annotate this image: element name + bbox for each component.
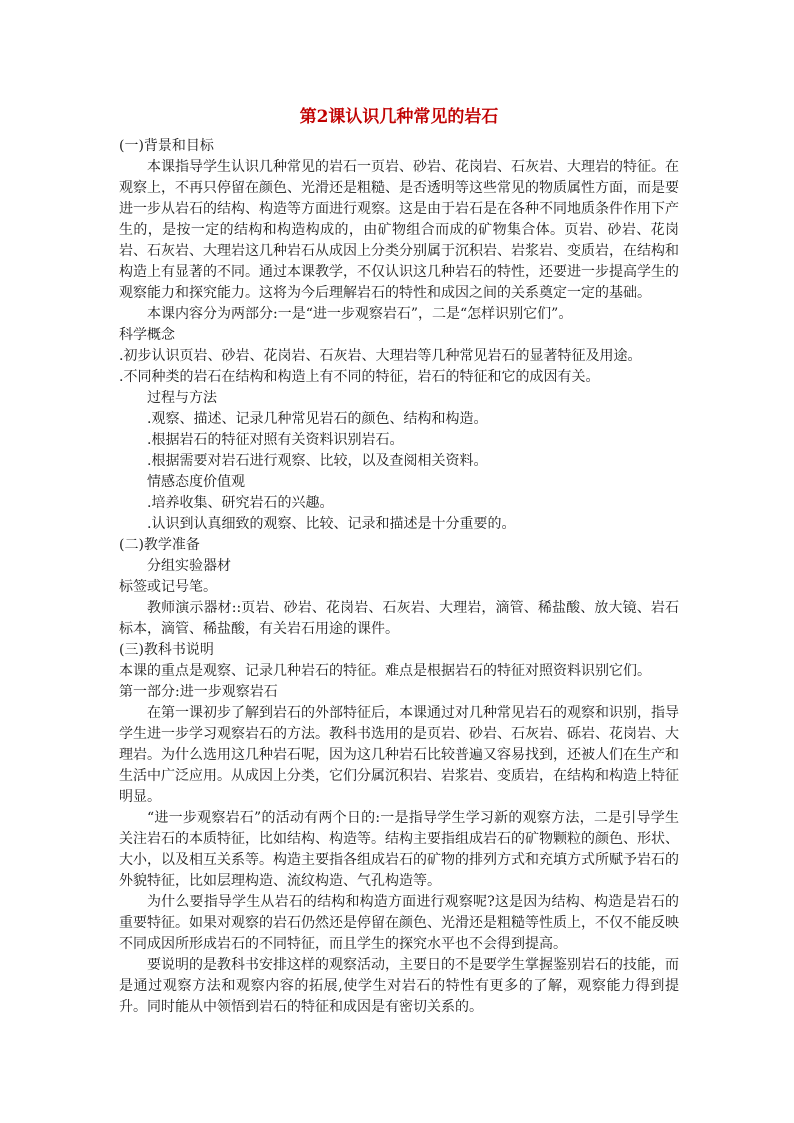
document-title: 第2课认识几种常见的岩石 [299, 107, 499, 127]
paragraph: 为什么要指导学生从岩石的结构和构造方面进行观察呢?这是因为结构、构造是岩石的重要特征。如果对观察的岩石仍然还是停留在颜色、光滑还是粗糙等性质上，不仅不能反映不同成因所形成岩石的不同特征，而且学生的探究水平也不会得到提高。 [119, 894, 679, 952]
paragraph: 本课指导学生认识几种常见的岩石一页岩、砂岩、花岗岩、石灰岩、大理岩的特征。在观察上，不再只停留在颜色、光滑还是粗糙、是否透明等这些常见的物质属性方面，而是要进一步从岩石的结构、构造等方面进行观察。这是由于岩石是在各种不同地质条件作用下产生的，是按一定的结构和构造构成的，由矿物组合而成的矿物集合体。页岩、砂岩、花岗岩、石灰岩、大理岩这几种岩石从成因上分类分别属于沉积岩、岩浆岩、变质岩，在结构和构造上有显著的不同。通过本课教学，不仅认识这几种岩石的特性，还要进一步提高学生的观察能力和探究能力。这将为今后理解岩石的特性和成因之间的关系奠定一定的基础。 [119, 159, 679, 301]
section-heading: (三)教科书说明 [119, 642, 214, 658]
section-heading: (一)背景和目标 [119, 138, 214, 154]
subheading: 科学概念 [119, 327, 175, 343]
paragraph: “进一步观察岩石”的活动有两个日的:一是指导学生学习新的观察方法，二是引导学生关注岩石的本质特征，比如结构、构造等。结构主要指组成岩石的矿物颗粒的颜色、形状、大小，以及相互关系等。构造主要指各组成岩石的矿物的排列方式和充填方式所赋予岩石的外貌特征，比如层理构造、流纹构造、气孔构造等。 [119, 810, 679, 889]
section-heading: (二)教学准备 [119, 537, 200, 553]
document-page [119, 104, 679, 1018]
list-item: .不同种类的岩石在结构和构造上有不同的特征，岩石的特征和它的成因有关。 [119, 369, 600, 385]
subheading: 情感态度价值观 [147, 474, 245, 490]
paragraph: 本课内容分为两部分:一是“进一步观察岩石”，二是“怎样识别它们”。 [147, 306, 573, 322]
list-item: .根据岩石的特征对照有关资料识别岩石。 [147, 432, 404, 448]
paragraph: 教师演示器材::页岩、砂岩、花岗岩、石灰岩、大理岩，滴管、稀盐酸、放大镜、岩石标本，滴管、稀盐酸，有关岩石用途的课件。 [119, 600, 679, 637]
subheading: 过程与方法 [147, 390, 217, 406]
paragraph: 要说明的是教科书安排这样的观察活动，主要日的不是要学生掌握鉴别岩石的技能，而是通过观察方法和观察内容的拓展,使学生对岩石的特性有更多的了解，观察能力得到提升。同时能从中领悟到岩石的特征和成因是有密切关系的。 [119, 957, 679, 1015]
list-item: .认识到认真细致的观察、比较、记录和描述是十分重要的。 [147, 516, 516, 532]
paragraph: 标签或记号笔。 [119, 579, 217, 595]
subheading: 第一部分:进一步观察岩石 [119, 684, 278, 700]
subheading: 分组实验器材 [147, 558, 231, 574]
paragraph: 在第一课初步了解到岩石的外部特征后，本课通过对几种常见岩石的观察和识别，指导学生进一步学习观察岩石的方法。教科书选用的是页岩、砂岩、石灰岩、砾岩、花岗岩、大理岩。为什么选用这几种岩石呢，因为这几种岩石比较普遍又容易找到，还被人们在生产和生活中广泛应用。从成因上分类，它们分属沉积岩、岩浆岩、变质岩，在结构和构造上特征明显。 [119, 705, 679, 805]
list-item: .根据需要对岩石进行观察、比较，以及查阅相关资料。 [147, 453, 488, 469]
list-item: .观察、描述、记录几种常见岩石的颜色、结构和构造。 [147, 411, 488, 427]
paragraph: 本课的重点是观察、记录几种岩石的特征。难点是根据岩石的特征对照资料识别它们。 [119, 663, 651, 679]
list-item: .初步认识页岩、砂岩、花岗岩、石灰岩、大理岩等几种常见岩石的显著特征及用途。 [119, 348, 642, 364]
list-item: .培养收集、研究岩石的兴趣。 [147, 495, 334, 511]
